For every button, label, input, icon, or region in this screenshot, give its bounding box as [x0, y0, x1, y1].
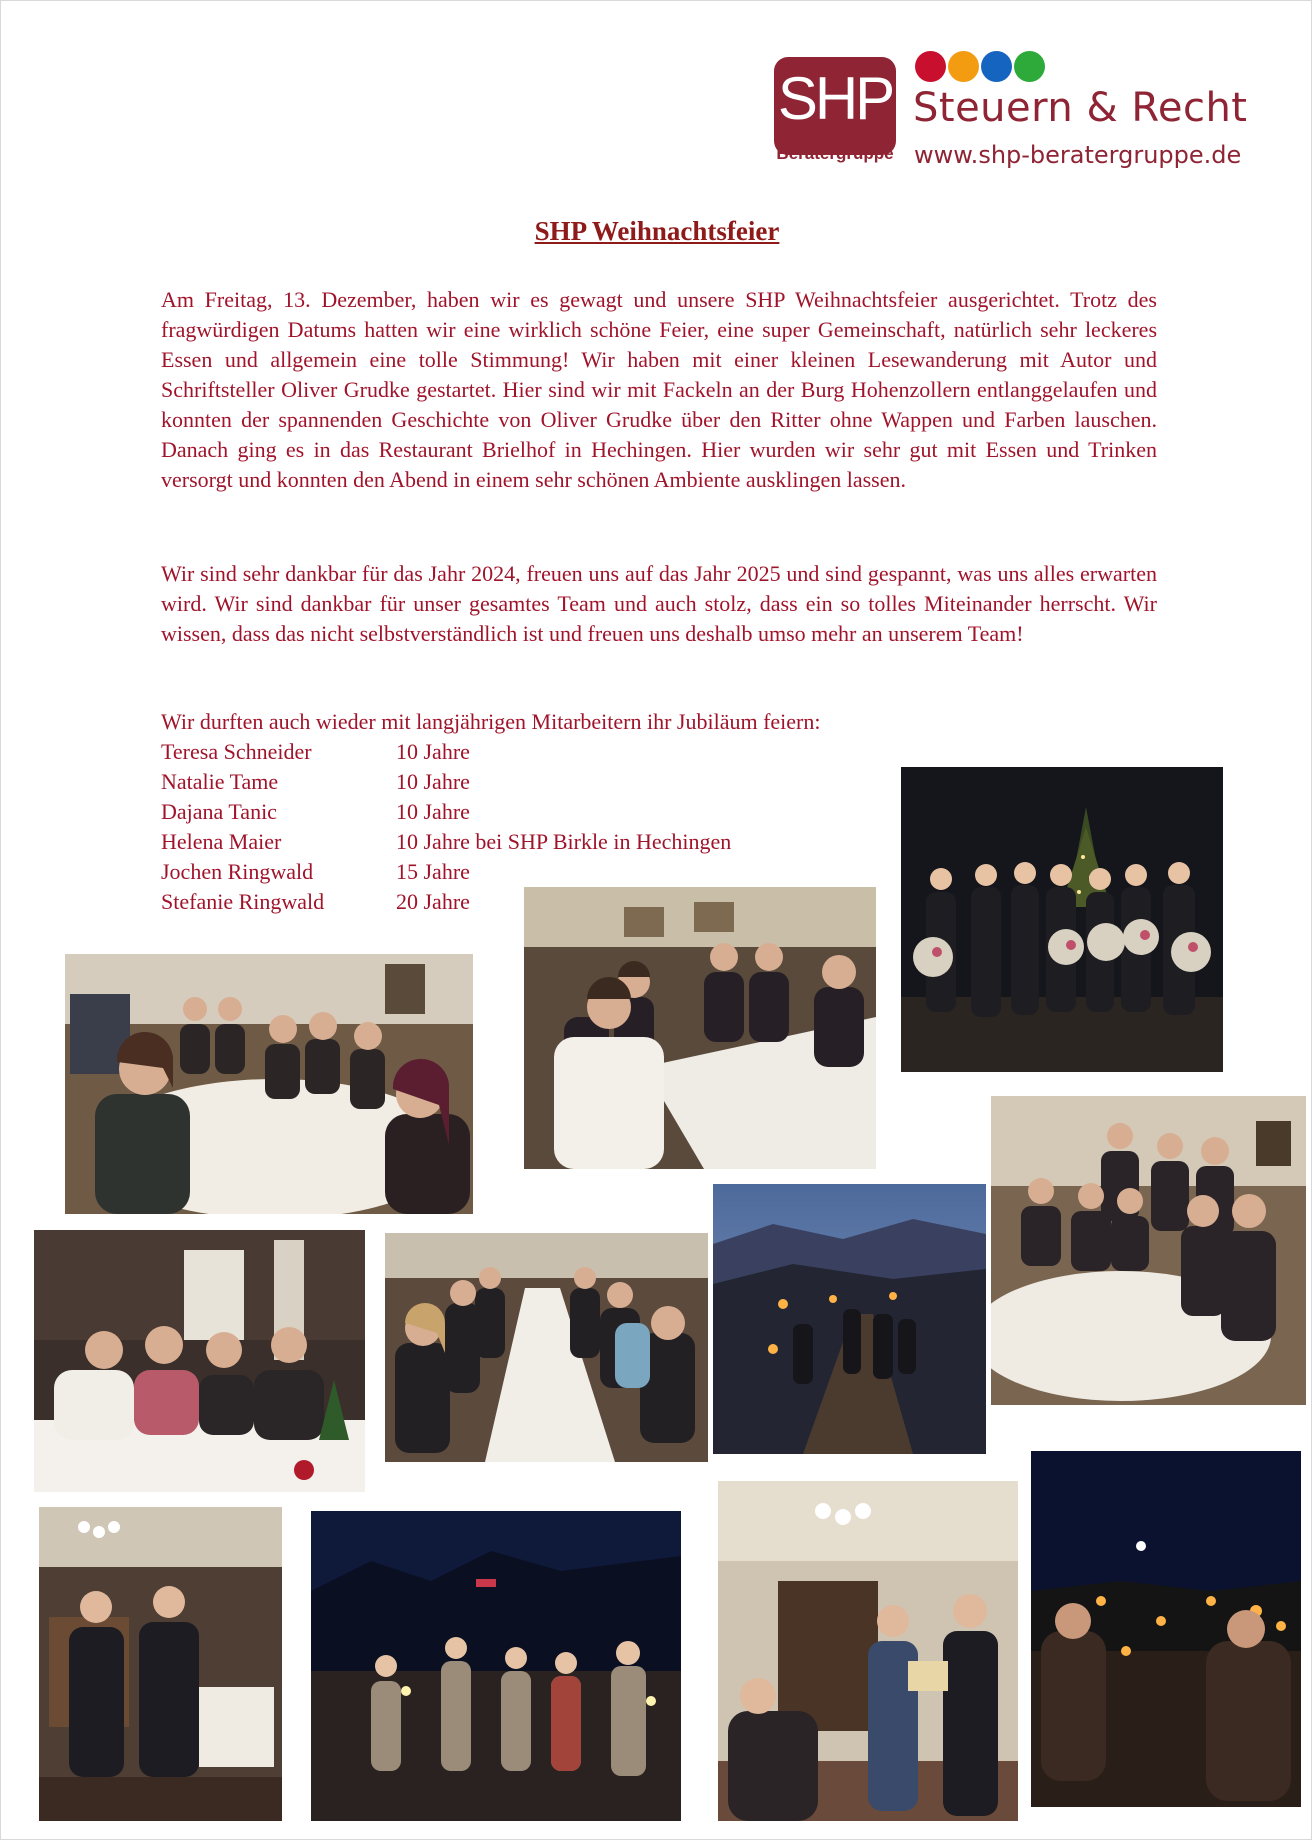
- photo-night-reading: [311, 1511, 681, 1821]
- brand-name: Steuern & Recht: [913, 85, 1248, 131]
- paragraph-thanks: Wir sind sehr dankbar für das Jahr 2024, freuen uns auf das Jahr 2025 und sind gespannt, was uns alles erwarten wird. Wir sind dankbar für unser gesamtes Team und auch stolz, dass ein so tolles Miteinander herrscht. Wir wissen, dass das nicht selbstverständlich ist und freuen uns deshalb umso mehr an unserem Team!: [161, 561, 1157, 646]
- jubilee-name: Teresa Schneider: [161, 739, 312, 764]
- photo-speakers: [39, 1507, 282, 1821]
- photo-round-table-team: [65, 954, 473, 1214]
- photo-long-table: [385, 1233, 708, 1462]
- jubilee-row: [161, 797, 731, 827]
- photo-four-women-table: [34, 1230, 365, 1492]
- logo-text: SHP: [777, 65, 893, 132]
- jubilee-name: Helena Maier: [161, 829, 282, 854]
- jubilee-years: 20 Jahre: [396, 889, 470, 914]
- website-url: www.shp-beratergruppe.de: [914, 141, 1242, 169]
- jubilee-row: [161, 737, 731, 767]
- jubilee-name: Dajana Tanic: [161, 799, 277, 824]
- brand-dot-blue: [981, 51, 1012, 82]
- photo-round-table-standing-group: [991, 1096, 1306, 1405]
- photo-table-group-women: [524, 887, 876, 1169]
- paragraph-jubilee-intro: Wir durften auch wieder mit langjährigen Mitarbeitern ihr Jubiläum feiern:: [161, 709, 821, 734]
- paragraph-intro: Am Freitag, 13. Dezember, haben wir es gewagt und unsere SHP Weihnachtsfeier ausgerichtet. Trotz des fragwürdigen Datums hatten wir eine wirklich schöne Feier, eine super Gemeinschaft, natürlich sehr leckeres Essen und allgemein eine tolle Stimmung! Wir haben mit einer kleinen Lesewanderung mit Autor und Schriftsteller Oliver Grudke gestartet. Hier sind wir mit Fackeln an der Burg Hohenzollern entlanggelaufen und konnten der spannenden Geschichte von Oliver Grudke über den Ritter ohne Wappen und Farben lauschen. Danach ging es in das Restaurant Brielhof in Hechingen. Hier wurden wir sehr gut mit Essen und Trinken versorgt und konnten den Abend in einem sehr schönen Ambiente ausklingen lassen.: [161, 287, 1157, 492]
- jubilee-name: Stefanie Ringwald: [161, 889, 325, 914]
- page-title: SHP Weihnachtsfeier: [534, 216, 780, 246]
- brand-dot-orange: [948, 51, 979, 82]
- jubilee-years: 15 Jahre: [396, 859, 470, 884]
- jubilee-years: 10 Jahre: [396, 739, 470, 764]
- jubilee-years: 10 Jahre: [396, 769, 470, 794]
- jubilee-name: Jochen Ringwald: [161, 859, 314, 884]
- jubilee-years: 10 Jahre bei SHP Birkle in Hechingen: [396, 829, 732, 854]
- jubilee-row: [161, 767, 731, 797]
- jubilee-years: 10 Jahre: [396, 799, 470, 824]
- jubilee-row: [161, 857, 731, 887]
- jubilee-name: Natalie Tame: [161, 769, 279, 794]
- logo-subtext: Beratergruppe: [776, 144, 894, 163]
- brand-dot-green: [1014, 51, 1045, 82]
- jubilee-row: [161, 827, 731, 857]
- photo-torches-moon: [1031, 1451, 1301, 1807]
- brand-dot-red: [915, 51, 946, 82]
- shp-logo: [774, 57, 896, 155]
- photo-gift-handover: [718, 1481, 1018, 1821]
- photo-jubilee-group-bouquets: [901, 767, 1223, 1072]
- photo-torch-walk-dusk: [713, 1184, 986, 1454]
